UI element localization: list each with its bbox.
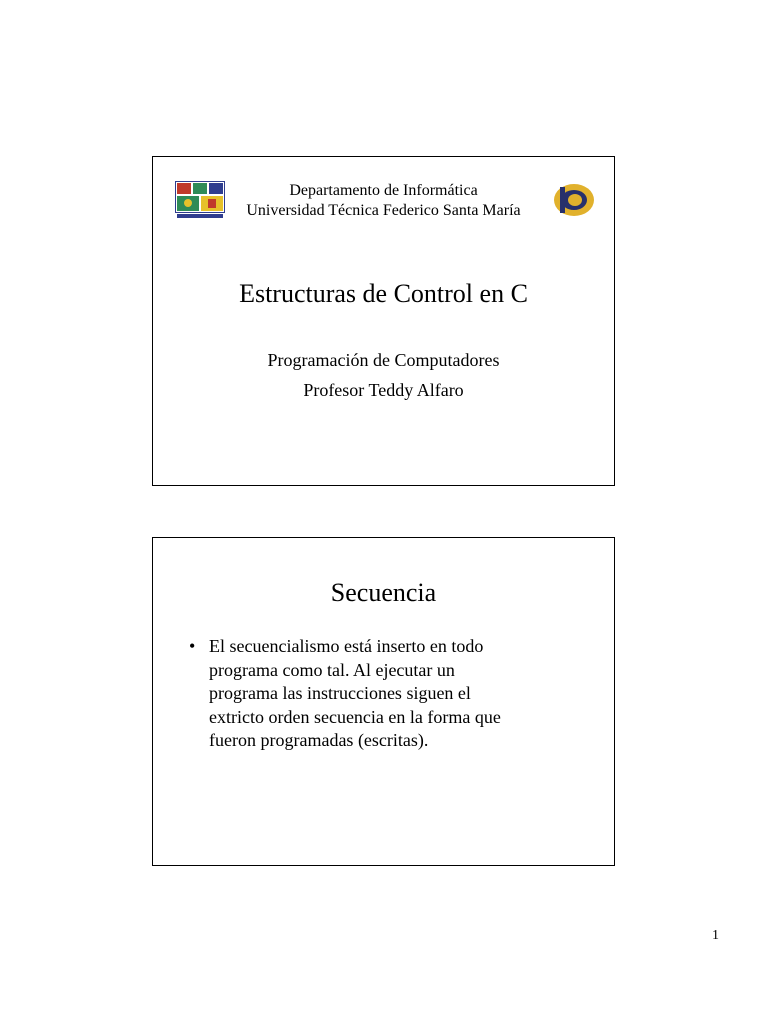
- course-info: [153, 345, 614, 405]
- page-number: 1: [712, 928, 719, 943]
- bullet-line: programa las instrucciones siguen el: [209, 683, 471, 703]
- slide-2: [152, 537, 615, 866]
- bullet-line: programa como tal. Al ejecutar un: [209, 659, 455, 680]
- slide-title: Estructuras de Control en C: [239, 279, 528, 308]
- course-name: Programación de Computadores: [267, 350, 500, 370]
- bullet-line: extricto orden secuencia en la forma que: [209, 706, 501, 727]
- slide-title: Secuencia: [330, 578, 437, 607]
- bullet-line: El secuencialismo está inserto en todo: [209, 636, 484, 656]
- slide-1: [152, 156, 615, 486]
- bullet-icon: •: [189, 636, 196, 656]
- department-name: Departamento de Informática: [289, 182, 478, 199]
- bullet-point: [189, 635, 584, 753]
- professor-name: Profesor Teddy Alfaro: [303, 380, 464, 400]
- bullet-text: [209, 635, 584, 753]
- bullet-line: fueron programadas (escritas).: [209, 730, 429, 750]
- department-header: [153, 181, 614, 221]
- informatica-logo-icon: [552, 181, 596, 219]
- university-name: Universidad Técnica Federico Santa María: [246, 202, 521, 219]
